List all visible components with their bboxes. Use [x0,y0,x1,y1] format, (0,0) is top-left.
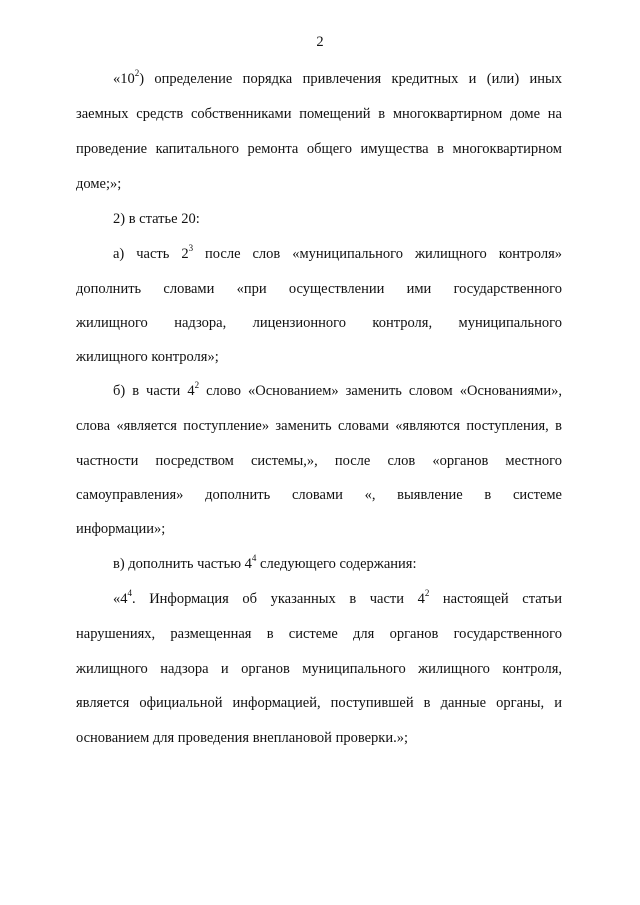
text-line: основанием для проведения внеплановой проверки.»; [76,730,408,746]
text-line: слова «является поступление» заменить словами «являются поступления, в [76,418,562,434]
text-line: жилищного надзора и органов муниципального жилищного контроля, [76,661,562,677]
text-line: б) в части $4^2$ слово «Основанием» заменить словом «Основаниями», [113,380,562,399]
text-line: «$10^2$) определение порядка привлечения кредитных и (или) иных [113,68,562,87]
text-line: самоуправления» дополнить словами «, выявление в системе [76,487,562,503]
text-line: нарушениях, размещенная в системе для органов государственного [76,626,562,642]
text-line: доме;»; [76,176,122,192]
text-line: является официальной информацией, поступившей в данные органы, и [76,695,562,711]
text-line: жилищного надзора, лицензионного контроля, муниципального [76,315,562,331]
text-line: информации»; [76,521,166,537]
text-line: в) дополнить частью $4^4$ следующего содержания: [113,553,417,572]
text-line: 2) в статье 20: [113,211,200,227]
text-line: «$4^4$. Информация об указанных в части $4^2$ настоящей статьи [113,588,562,607]
text-line: а) часть $2^3$ после слов «муниципального жилищного контроля» [113,243,562,262]
text-line: проведение капитального ремонта общего имущества в многоквартирном [76,141,562,157]
text-line: частности посредством системы,», после слов «органов местного [76,453,562,469]
text-line: заемных средств собственниками помещений в многоквартирном доме на [76,106,562,122]
page-number: 2 [316,34,324,50]
text-line: жилищного контроля»; [76,349,219,365]
text-line: дополнить словами «при осуществлении ими государственного [76,281,562,297]
